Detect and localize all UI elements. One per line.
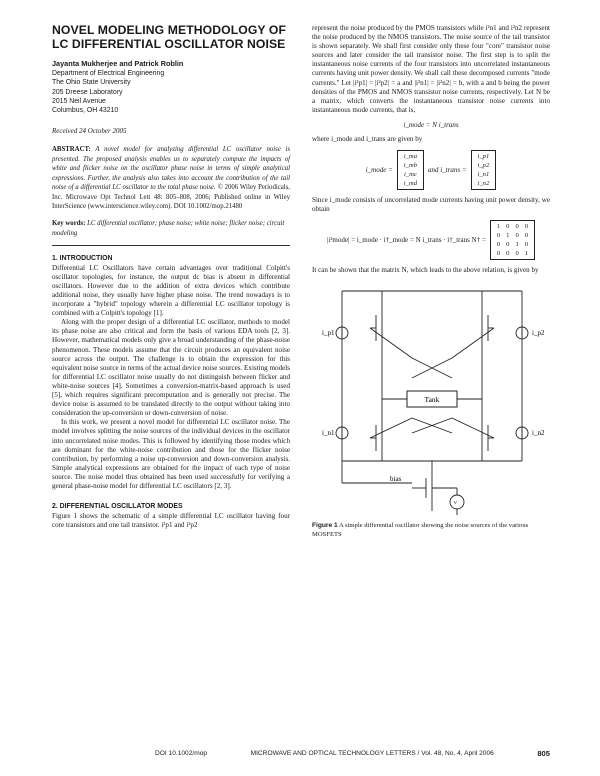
label-bias: bias [390, 475, 402, 484]
vector-entry: i_md [403, 180, 417, 188]
label-tank: Tank [424, 395, 440, 405]
section-heading-introduction: 1. INTRODUCTION [52, 254, 113, 262]
affil-line: 2015 Neil Avenue [52, 97, 106, 105]
paragraph: where i_mode and i_trans are given by [312, 134, 423, 143]
matrix-entry: 0 [515, 223, 519, 231]
affil-line: 205 Dreese Laboratory [52, 88, 123, 96]
title-line-1: NOVEL MODELING METHODOLOGY OF [52, 23, 287, 37]
equation-3 [312, 220, 550, 260]
paragraph: represent the noise produced by the PMOS transistors while i²n1 and i²n2 represent the noise produced by the NMOS transistors. The noise source of the tail transistor is shown separately. We shall first consider only these four "core" transistor noise sources and later consider the tail transistor noise. The first step is to split the instantaneous noise currents of the four transistors into uncorrelated instantaneous currents having unit power density. We shall call these decomposed currents "mode currents." Let |i²p1| = |i²p2| = a and |i²n1| = |i²n2| = b, with a and b being the power densities of the PMOS and NMOS transistor noise currents, respectively. Let N be a matrix, which converts the instantaneous transistor noise currents into instantaneous mode currents, that is, [312, 24, 550, 114]
matrix-entry: 0 [496, 250, 501, 258]
paragraph: Since i_mode consists of uncorrelated mode currents having unit power density, we obtain [312, 196, 550, 214]
vector-entry: i_n1 [477, 171, 490, 179]
matrix-entry: 0 [496, 232, 501, 240]
page-number: 805 [537, 749, 550, 758]
affil-line: Columbus, OH 43210 [52, 107, 119, 115]
abstract [52, 145, 290, 211]
affiliation [52, 69, 290, 115]
matrix-entry: 1 [506, 232, 510, 240]
vector-entry: i_ma [403, 153, 417, 161]
matrix-entry: 0 [524, 223, 529, 231]
matrix-entry: 0 [506, 250, 510, 258]
vector-entry: i_n2 [477, 180, 490, 188]
matrix-entry: 1 [524, 250, 529, 258]
matrix-entry: 0 [524, 232, 529, 240]
paragraph: In this work, we present a novel model for differential LC oscillator noise. The model involves splitting the noise sources of the individual devices in the oscillator into uncorrelated noise modes. This is followed by identifying those modes which are dominant for the white-noise contribution and those for the flicker noise contribution, by performing a noise up-conversion and down-conversion analysis. Simple analytical expressions are obtained for the impact of each type of noise source. The noise model thus obtained has been used successfully for verifying a general phase-noise model for differential LC oscillators [2, 3]. [52, 418, 290, 490]
keywords-label: Key words: [52, 220, 86, 228]
paragraph: Along with the proper design of a differential LC oscillator, methods to model its phase noise are also critical and form the basis of various EDA tools [2, 3]. However, mathematical models only give a broad understanding of the phase-noise phenomenon. These models assume that the circuit produces an equivalent noise source across the output. The challenge is to obtain the expression for this equivalent noise source in terms of the actual device noise sources. Existing models for differential LC oscillator noise usually do not distinguish between flicker and white-noise sources [4]. Sometimes a conversion-matrix-based approach is used [5], which requires significant precomputation and is generally not precise. The device noise is assumed to be translated directly to the output without taking into consideration the up-conversion or down-conversion of noise. [52, 318, 290, 418]
eq2-and: and i_trans = [427, 166, 467, 175]
article-title [52, 24, 290, 51]
received-date: Received 24 October 2005 [52, 127, 127, 136]
paragraph: It can be shown that the matrix N, which leads to the above relation, is given by [312, 266, 539, 275]
matrix-entry: 1 [515, 241, 519, 249]
vector-entry: i_mb [403, 162, 417, 170]
title-line-2: LC DIFFERENTIAL OSCILLATOR NOISE [52, 36, 286, 51]
eq3-lhs: |i²mode| = i_mode · i†_mode = N i_trans · i†_trans N† = [326, 236, 486, 245]
label-vsrc: v [454, 500, 457, 507]
right-column [312, 24, 550, 540]
authors: Jayanta Mukherjee and Patrick Roblin [52, 59, 184, 68]
page-footer [155, 749, 550, 758]
affil-line: Department of Electrical Engineering [52, 70, 165, 77]
left-column [52, 24, 290, 530]
vector-entry: i_p2 [477, 162, 490, 170]
affil-line: The Ohio State University [52, 79, 131, 87]
vector-entry: i_p1 [477, 153, 490, 161]
abstract-pub-info: © 2006 Wiley Periodicals, Inc. Microwave Opt Technol Lett 48: 805–808, 2006; Published online in Wiley InterScience (www.interscience.wiley.com). DOI 10.1002/mop.21480 [52, 184, 290, 210]
equation-1: i_mode = N i_trans [403, 120, 459, 129]
eq2-lhs: i_mode = [365, 166, 393, 175]
matrix-entry: 0 [515, 232, 519, 240]
label-in1: i_n1 [322, 429, 335, 438]
vector-entry: i_mc [403, 171, 417, 179]
paragraph: Figure 1 shows the schematic of a simple differential LC oscillator having four core transistors and one tail transistor. i²p1 and i²p2 [52, 512, 290, 530]
abstract-label: ABSTRACT: [52, 146, 91, 154]
matrix-entry: 0 [506, 241, 510, 249]
section-divider [52, 245, 290, 246]
equation-2 [312, 150, 550, 190]
figure-1-schematic [312, 283, 550, 518]
matrix-entry: 0 [496, 241, 501, 249]
paragraph: Differential LC Oscillators have certain advantages over traditional Colpitt's oscillator topologies, for instance, the output dc bias is absent in differential oscillators. However due to the addition of extra devices which contribute additional noise, they usually have higher phase noise. The trend nowadays is to incorporate a "hybrid" topology wherein a differential LC oscillator topology is combined with a Colpitt's topology [1]. [52, 263, 290, 318]
section-heading-modes: 2. DIFFERENTIAL OSCILLATOR MODES [52, 503, 183, 511]
caption-label: Figure 1 [312, 522, 338, 530]
figure-caption [312, 522, 550, 539]
keywords-text: LC differential oscillator; phase noise; white noise; flicker noise; circuit modeling [52, 220, 285, 237]
label-ip2: i_p2 [532, 329, 545, 338]
abstract-text: A novel model for analyzing differential LC oscillator noise is presented. The proposed analysis enables us to separately compute the impacts of white and flicker noise on the oscillator phase noise in terms of simple analytical expressions. Further, the analysis also takes into account the contribution of the tail noise of a differential LC oscillator to the total phase noise. [52, 146, 291, 192]
matrix-entry: 0 [515, 250, 519, 258]
label-ip1: i_p1 [322, 329, 335, 338]
keywords [52, 219, 290, 237]
matrix-entry: 0 [506, 223, 510, 231]
matrix-entry: 0 [524, 241, 529, 249]
label-in2: i_n2 [532, 429, 545, 438]
footer-doi: DOI 10.1002/mop [155, 750, 208, 757]
matrix-entry: 1 [496, 223, 501, 231]
footer-journal: MICROWAVE AND OPTICAL TECHNOLOGY LETTERS / Vol. 48, No. 4, April 2006 [250, 750, 494, 757]
caption-text: A simple differential oscillator showing the noise sources of the various MOSFETS [312, 522, 529, 538]
